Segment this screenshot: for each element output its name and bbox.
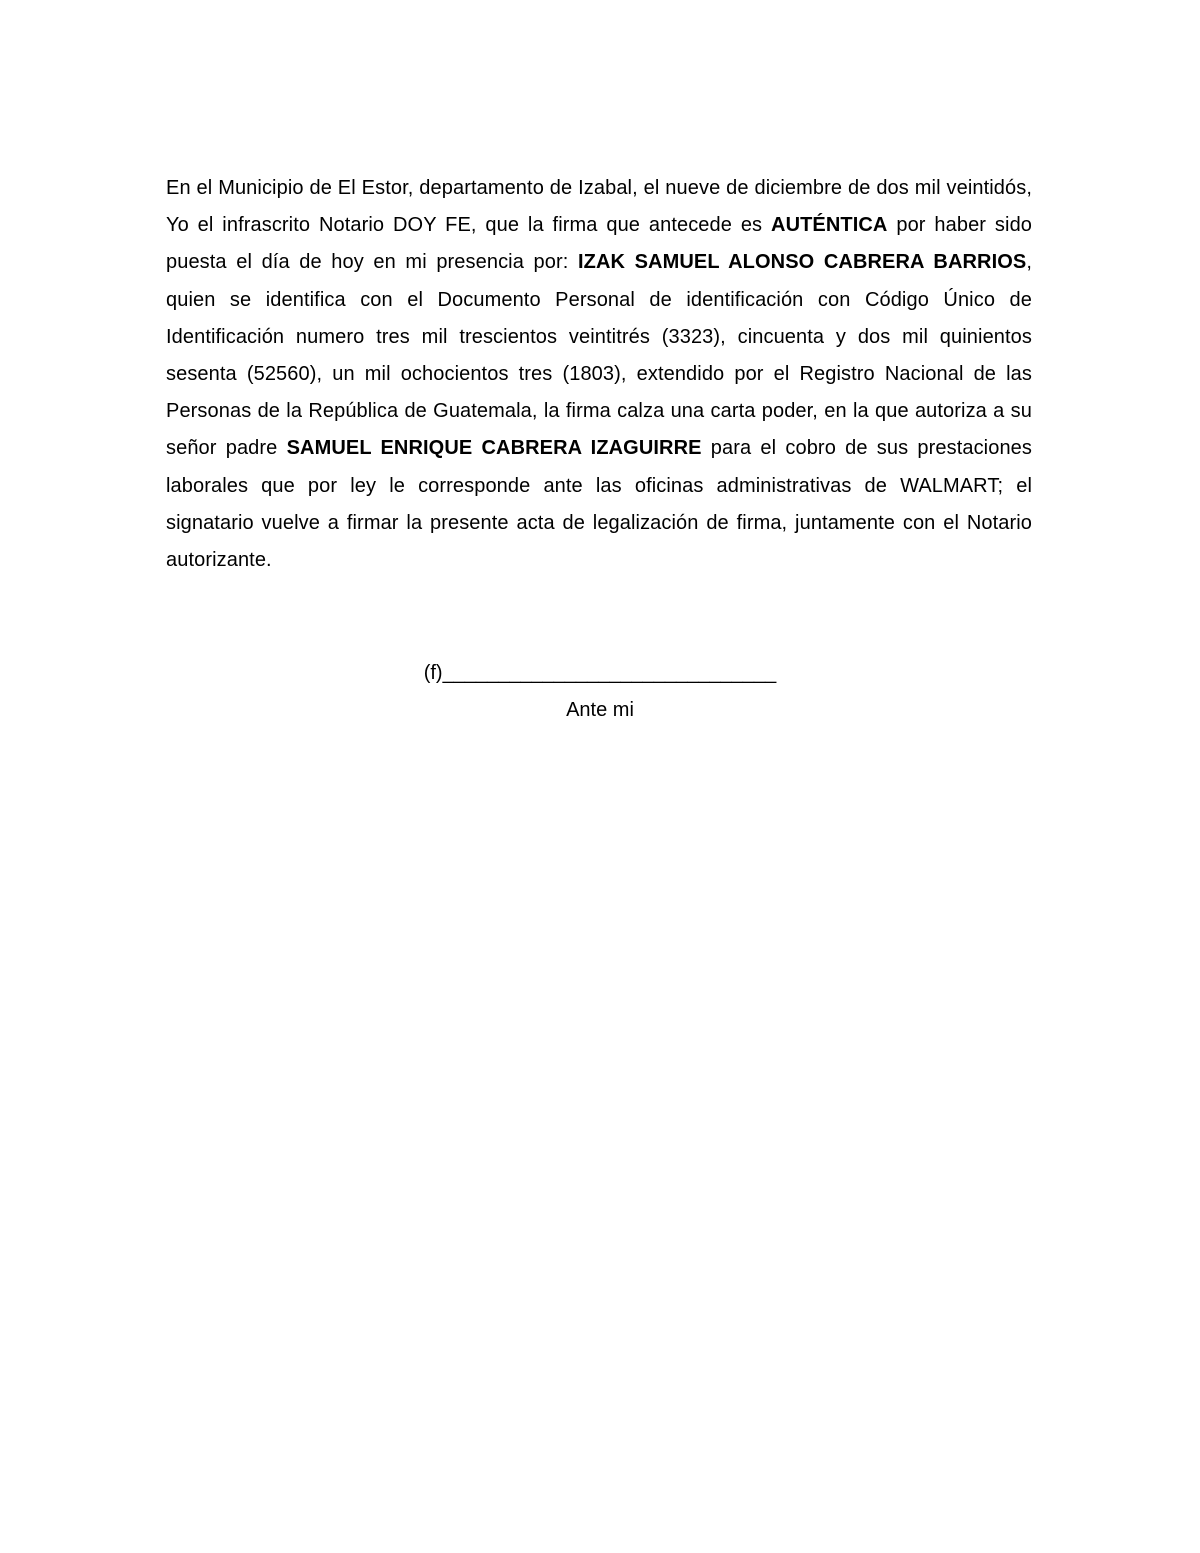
paragraph-text-intro: En el Municipio de El Estor, departamento de Izabal, el nueve de diciembre de dos mil veintidós, Yo el infrascrito Notario DOY FE, que la firma que antecede es [166,177,1032,237]
legalization-paragraph [166,170,1032,579]
paragraph-bold-autentica: AUTÉNTICA [771,214,888,237]
paragraph-text-closing: para el cobro de sus prestaciones laborales que por ley le corresponde ante las oficinas administrativas de WALMART; el signatario vuelve a firmar la presente acta de legalización de firma, juntamente con el Notario autorizante. [166,437,1032,572]
paragraph-text-presence: por haber sido puesta el día de hoy en mi presencia por: [166,214,1033,274]
signature-line: (f)______________________________ [423,662,777,684]
paragraph-bold-father-name: SAMUEL ENRIQUE CABRERA IZAGUIRRE [286,437,702,460]
signature-caption: Ante mi [566,699,634,721]
paragraph-text-identification: , quien se identifica con el Documento Personal de identificación con Código Único de Identificación numero tres mil trescientos veintitrés (3323), cincuenta y dos mil quinientos sesenta (52560), un mil ochocientos tres (1803), extendido por el Registro Nacional de las Personas de la República de Guatemala, la firma calza una carta poder, en la que autoriza a su señor padre [166,251,1033,460]
paragraph-bold-signatory-name: IZAK SAMUEL ALONSO CABRERA BARRIOS [577,251,1027,274]
